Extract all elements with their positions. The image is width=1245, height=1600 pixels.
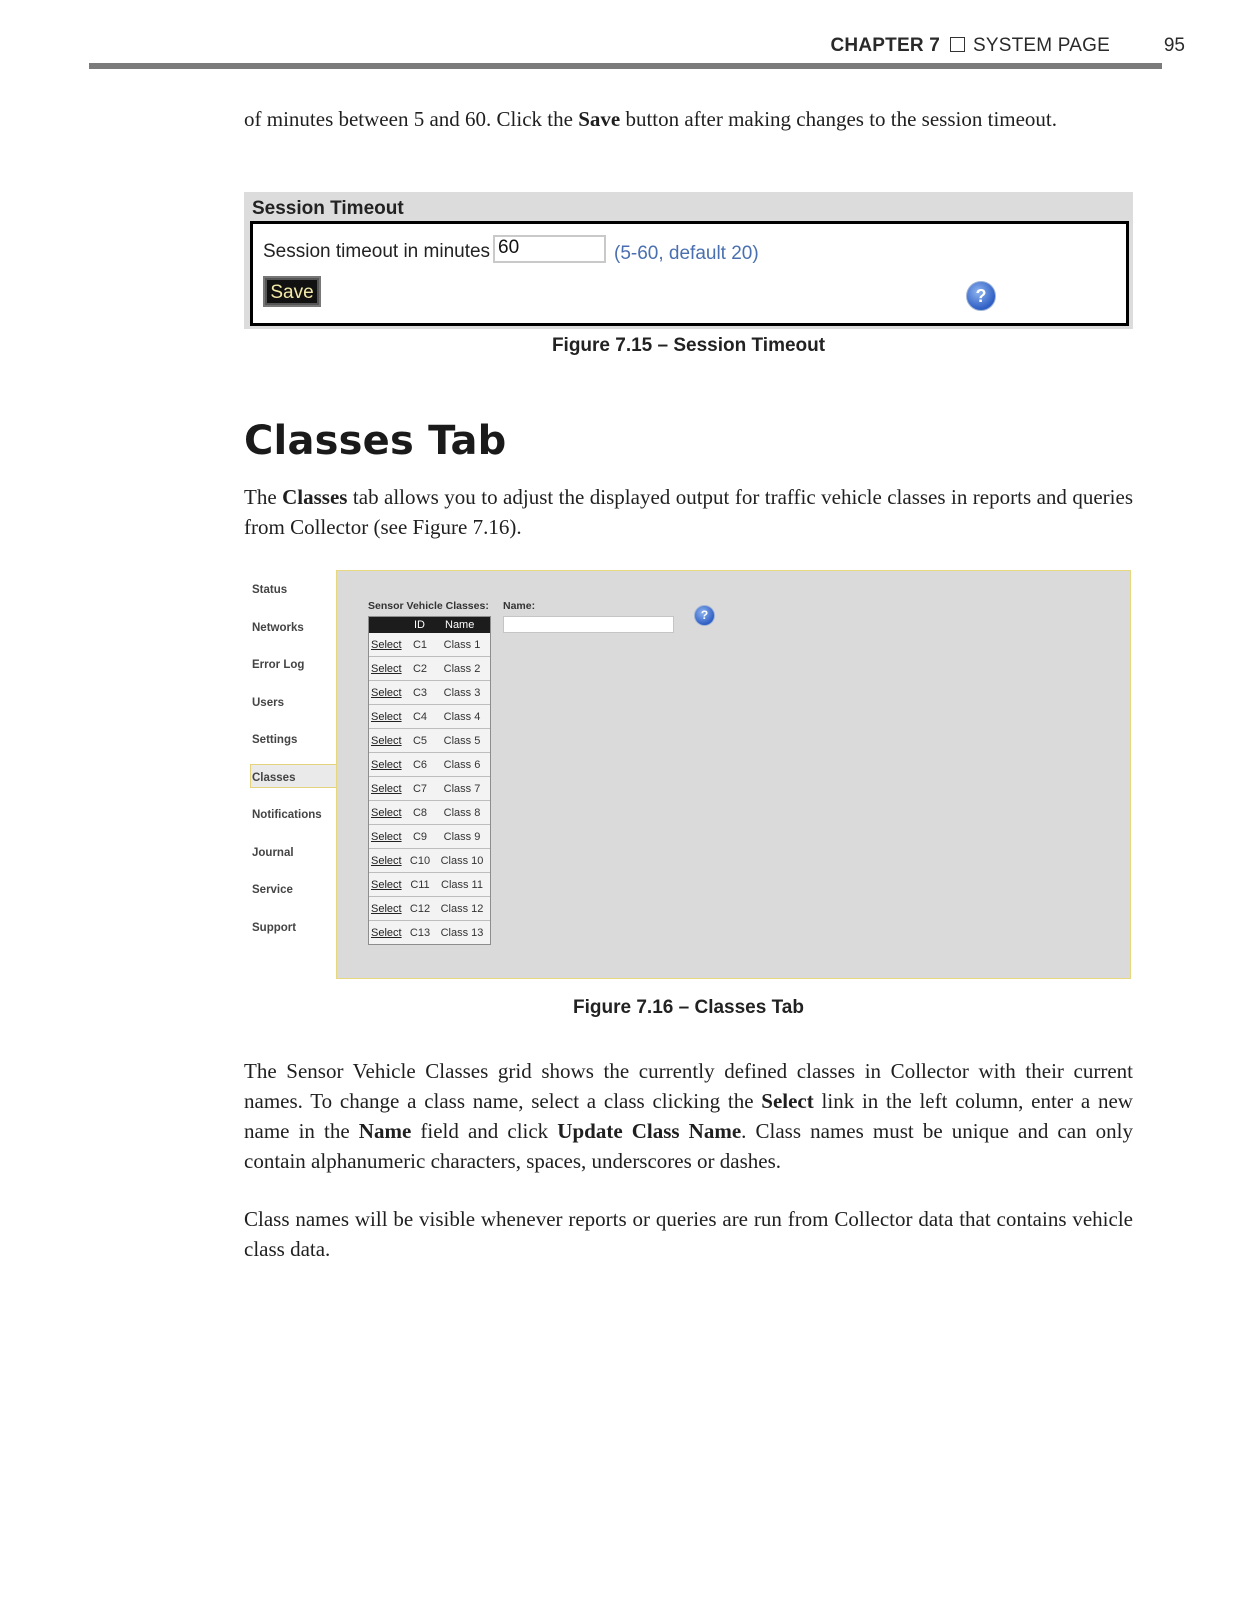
select-link[interactable]: Select [371, 903, 402, 915]
grid-desc-bold-update: Update Class Name [557, 1119, 742, 1143]
class-name-cell: Class 8 [443, 807, 481, 819]
classes-panel [336, 570, 1131, 979]
session-timeout-panel [250, 221, 1129, 326]
class-name-cell: Class 9 [443, 831, 481, 843]
class-id-cell: C11 [410, 879, 430, 891]
class-id-cell: C10 [409, 855, 431, 867]
grid-desc-text-3: field and click [411, 1119, 558, 1143]
class-name-cell: Class 3 [443, 687, 481, 699]
nav-item-service[interactable]: Service [252, 884, 293, 896]
help-icon[interactable]: ? [966, 281, 996, 311]
class-name-cell: Class 13 [440, 927, 484, 939]
select-link[interactable]: Select [371, 687, 402, 699]
sensor-vehicle-classes-grid [368, 616, 491, 945]
figure-7-15-caption: Figure 7.15 – Session Timeout [551, 335, 826, 356]
running-header-chapter [831, 35, 1110, 57]
grid-description-paragraph [244, 1056, 1133, 1176]
grid-desc-text-1: The Sensor Vehicle Classes grid shows the currently defined classes in Collector with their current names. To change a class name, select a class clicking the [244, 1059, 1133, 1113]
class-id-cell: C1 [412, 639, 428, 651]
table-row [369, 776, 490, 800]
table-row [369, 680, 490, 704]
class-id-cell: C6 [412, 759, 428, 771]
session-timeout-title: Session Timeout [252, 198, 404, 219]
class-id-cell: C4 [412, 711, 428, 723]
class-id-cell: C2 [412, 663, 428, 675]
save-button[interactable]: Save [263, 276, 321, 307]
intro-bold-save: Save [578, 107, 621, 131]
help-icon[interactable]: ? [694, 605, 715, 626]
select-link[interactable]: Select [371, 807, 402, 819]
select-link[interactable]: Select [371, 783, 402, 795]
class-name-cell: Class 10 [440, 855, 484, 867]
grid-desc-text-4: . Class names must be unique and can only contain alphanumeric characters, spaces, underscores or dashes. [244, 1119, 1134, 1173]
table-row [369, 752, 490, 776]
class-name-cell: Class 1 [443, 639, 481, 651]
table-row [369, 656, 490, 680]
table-row [369, 896, 490, 920]
section-label: SYSTEM PAGE [973, 35, 1110, 56]
table-row [369, 633, 490, 656]
table-row [369, 920, 490, 944]
grid-desc-text-2: link in the left column, enter a new name in the [244, 1089, 1133, 1143]
visibility-paragraph: Class names will be visible whenever reports or queries are run from Collector data that contains vehicle class data. [244, 1207, 1133, 1261]
classes-tab-heading: Classes Tab [244, 418, 507, 464]
table-row [369, 704, 490, 728]
select-link[interactable]: Select [371, 639, 402, 651]
class-id-cell: C9 [412, 831, 428, 843]
table-row [369, 824, 490, 848]
classes-intro-text-1: The [244, 485, 283, 509]
grid-desc-bold-select: Select [761, 1089, 814, 1113]
grid-header [369, 617, 490, 633]
nav-item-notifications[interactable]: Notifications [252, 809, 322, 821]
column-header-id: ID [414, 619, 425, 631]
class-id-cell: C5 [412, 735, 428, 747]
class-name-cell: Class 7 [443, 783, 481, 795]
table-row [369, 872, 490, 896]
intro-text-2: button after making changes to the session timeout. [620, 107, 1058, 131]
select-link[interactable]: Select [371, 735, 402, 747]
select-link[interactable]: Select [371, 855, 402, 867]
page-number: 95 [1163, 35, 1185, 56]
nav-item-journal[interactable]: Journal [252, 847, 294, 859]
session-timeout-figure [244, 192, 1133, 329]
checkbox-square-icon [950, 37, 965, 52]
select-link[interactable]: Select [371, 711, 402, 723]
nav-item-networks[interactable]: Networks [252, 622, 304, 634]
select-link[interactable]: Select [371, 759, 402, 771]
classes-intro-paragraph [244, 482, 1133, 542]
class-name-cell: Class 5 [443, 735, 481, 747]
table-row [369, 728, 490, 752]
classes-intro-bold: Classes [282, 485, 348, 509]
nav-item-settings[interactable]: Settings [252, 734, 298, 746]
class-id-cell: C8 [412, 807, 428, 819]
select-link[interactable]: Select [371, 927, 402, 939]
grid-title: Sensor Vehicle Classes: [368, 600, 489, 612]
nav-item-classes[interactable]: Classes [252, 772, 296, 784]
classes-intro-text-2: tab allows you to adjust the displayed output for traffic vehicle classes in reports and queries from Collector (see Figure 7.16). [244, 485, 1133, 539]
table-row [369, 800, 490, 824]
nav-item-status[interactable]: Status [252, 584, 288, 596]
class-name-cell: Class 12 [440, 903, 484, 915]
column-header-name: Name [445, 619, 475, 631]
session-timeout-hint: (5-60, default 20) [614, 243, 759, 264]
nav-item-support[interactable]: Support [252, 922, 297, 934]
nav-item-users[interactable]: Users [252, 697, 284, 709]
class-name-input[interactable] [503, 616, 674, 633]
class-id-cell: C3 [412, 687, 428, 699]
select-link[interactable]: Select [371, 879, 402, 891]
select-link[interactable]: Select [371, 663, 402, 675]
class-name-cell: Class 6 [443, 759, 481, 771]
session-timeout-input[interactable]: 60 [493, 235, 606, 263]
class-name-cell: Class 4 [443, 711, 481, 723]
class-id-cell: C7 [412, 783, 428, 795]
select-link[interactable]: Select [371, 831, 402, 843]
class-name-cell: Class 2 [443, 663, 481, 675]
figure-7-16-caption: Figure 7.16 – Classes Tab [573, 997, 804, 1018]
session-timeout-label: Session timeout in minutes [263, 241, 491, 262]
class-name-cell: Class 11 [441, 879, 483, 891]
chapter-label: CHAPTER 7 [830, 35, 940, 56]
name-label: Name: [503, 600, 536, 612]
grid-desc-bold-name: Name [358, 1119, 412, 1143]
class-id-cell: C12 [409, 903, 431, 915]
intro-text-1: of minutes between 5 and 60. Click the [244, 107, 579, 131]
header-rule [89, 63, 1162, 69]
intro-paragraph [244, 104, 1133, 134]
table-row [369, 848, 490, 872]
nav-item-error-log[interactable]: Error Log [252, 659, 305, 671]
class-id-cell: C13 [409, 927, 431, 939]
